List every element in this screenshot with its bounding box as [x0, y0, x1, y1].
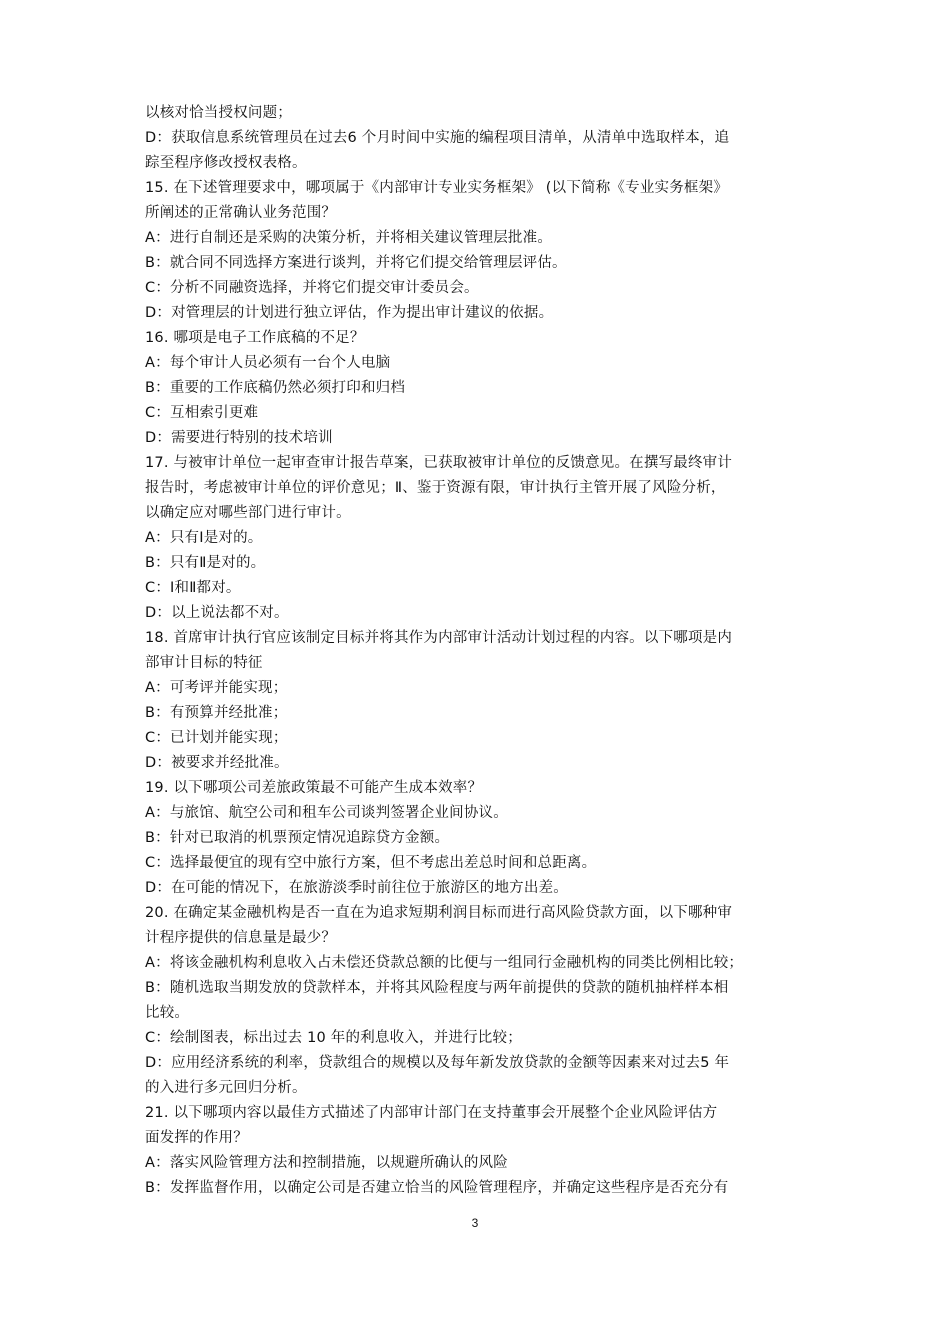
question-18-line: 18. 首席审计执行官应该制定目标并将其作为内部审计活动计划过程的内容。以下哪项是内	[145, 630, 733, 646]
text-line: 的入进行多元回归分析。	[145, 1080, 307, 1096]
option-line: D：对管理层的计划进行独立评估，作为提出审计建议的依据。	[145, 305, 554, 321]
question-15-line: 15. 在下述管理要求中，哪项属于《内部审计专业实务框架》 (以下简称《专业实务框架》	[145, 180, 729, 196]
text-line: 计程序提供的信息量是最少？	[145, 930, 337, 946]
text-line: 以确定应对哪些部门进行审计。	[145, 505, 351, 521]
option-line: A：与旅馆、航空公司和租车公司谈判签署企业间协议。	[145, 805, 508, 821]
option-line: A：只有Ⅰ是对的。	[145, 530, 263, 546]
option-line: D：需要进行特别的技术培训	[145, 430, 333, 446]
option-line: C：选择最便宜的现有空中旅行方案，但不考虑出差总时间和总距离。	[145, 855, 597, 871]
option-line: B：只有Ⅱ是对的。	[145, 555, 266, 571]
option-line: C：Ⅰ和Ⅱ都对。	[145, 580, 241, 596]
question-19-line: 19. 以下哪项公司差旅政策最不可能产生成本效率？	[145, 780, 483, 796]
option-line: B：随机选取当期发放的贷款样本，并将其风险程度与两年前提供的贷款的随机抽样样本相	[145, 980, 729, 996]
option-line: A：可考评并能实现；	[145, 680, 288, 696]
page-body-text	[145, 101, 825, 1201]
text-line: D：获取信息系统管理员在过去6 个月时间中实施的编程项目清单，从清单中选取样本，追	[145, 130, 730, 146]
question-17-line: 17. 与被审计单位一起审查审计报告草案，已获取被审计单位的反馈意见。在撰写最终审计	[145, 455, 733, 471]
text-line: 踪至程序修改授权表格。	[145, 155, 307, 171]
text-line: 部审计目标的特征	[145, 655, 263, 671]
option-line: D：应用经济系统的利率，贷款组合的规模以及每年新发放贷款的金额等因素来对过去5 年	[145, 1055, 730, 1071]
option-line: A：落实风险管理方法和控制措施，以规避所确认的风险	[145, 1155, 508, 1171]
option-line: B：发挥监督作用，以确定公司是否建立恰当的风险管理程序，并确定这些程序是否充分有	[145, 1180, 729, 1196]
option-line: C：分析不同融资选择，并将它们提交审计委员会。	[145, 280, 479, 296]
question-21-line: 21. 以下哪项内容以最佳方式描述了内部审计部门在支持董事会开展整个企业风险评估方	[145, 1105, 718, 1121]
text-line: 面发挥的作用？	[145, 1130, 248, 1146]
text-line: 以核对恰当授权问题；	[145, 105, 292, 121]
option-line: B：就合同不同选择方案进行谈判，并将它们提交给管理层评估。	[145, 255, 567, 271]
question-20-line: 20. 在确定某金融机构是否一直在为追求短期利润目标而进行高风险贷款方面，以下哪种审	[145, 905, 733, 921]
option-line: A：每个审计人员必须有一台个人电脑	[145, 355, 391, 371]
option-line: D：被要求并经批准。	[145, 755, 289, 771]
text-line: 报告时，考虑被审计单位的评价意见；Ⅱ、鉴于资源有限，审计执行主管开展了风险分析，	[145, 480, 726, 496]
text-line: 比较。	[145, 1005, 190, 1021]
option-line: C：互相索引更难	[145, 405, 259, 421]
option-line: B：有预算并经批准；	[145, 705, 288, 721]
option-line: A：将该金融机构利息收入占未偿还贷款总额的比便与一组同行金融机构的同类比例相比较；	[145, 955, 744, 971]
option-line: A：进行自制还是采购的决策分析，并将相关建议管理层批准。	[145, 230, 553, 246]
option-line: D：在可能的情况下，在旅游淡季时前往位于旅游区的地方出差。	[145, 880, 568, 896]
text-line: 所阐述的正常确认业务范围？	[145, 205, 337, 221]
option-line: B：针对已取消的机票预定情况追踪贷方金额。	[145, 830, 450, 846]
option-line: D：以上说法都不对。	[145, 605, 289, 621]
page-number: 3	[471, 1216, 479, 1230]
option-line: C：绘制图表，标出过去 10 年的利息收入，并进行比较；	[145, 1030, 522, 1046]
question-16-line: 16. 哪项是电子工作底稿的不足？	[145, 330, 365, 346]
option-line: C：已计划并能实现；	[145, 730, 288, 746]
option-line: B：重要的工作底稿仍然必须打印和归档	[145, 380, 406, 396]
